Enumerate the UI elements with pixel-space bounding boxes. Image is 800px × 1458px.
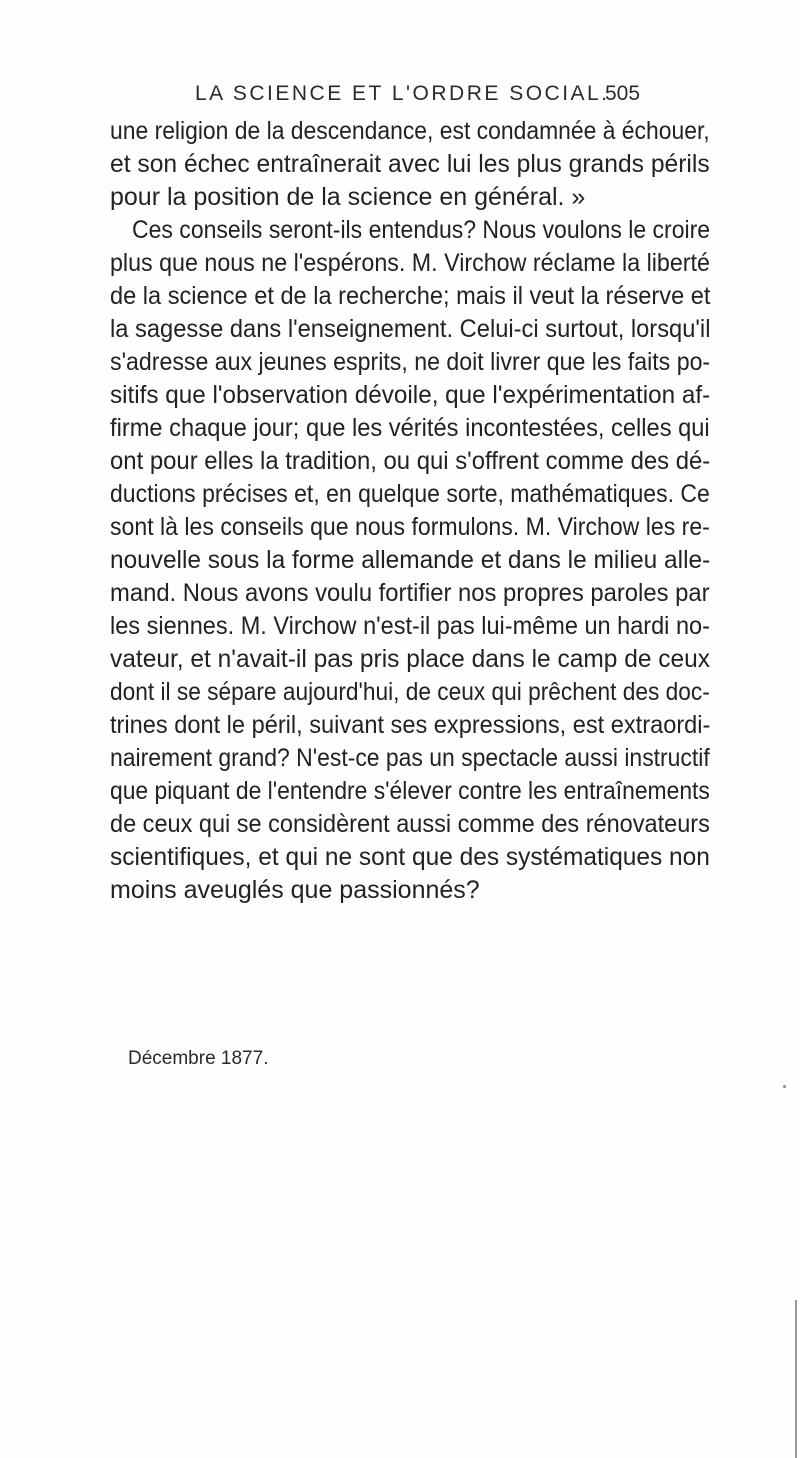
text-line: trines dont le péril, suivant ses expressions, est extraordi- [110, 711, 711, 739]
text-line: vateur, et n'avait-il pas pris place dans le camp de ceux [110, 645, 711, 673]
text-line: une religion de la descendance, est condamnée à échouer, [110, 117, 710, 145]
text-line: sont là les conseils que nous formulons. M. Virchow les re- [110, 513, 710, 541]
text-line: sitifs que l'observation dévoile, que l'expérimentation af- [110, 381, 711, 409]
text-line: dont il se sépare aujourd'hui, de ceux qui prêchent des doc- [110, 678, 710, 706]
ink-speck [783, 1085, 786, 1088]
text-line: scientifiques, et qui ne sont que des systématiques non [110, 843, 710, 871]
dateline: Décembre 1877. [128, 1048, 269, 1069]
text-line: et son échec entraînerait avec lui les plus grands périls [110, 150, 710, 178]
text-line: mand. Nous avons voulu fortifier nos propres paroles par [110, 579, 710, 607]
text-line: de ceux qui se considèrent aussi comme des rénovateurs [110, 810, 710, 838]
text-line: firme chaque jour; que les vérités incontestées, celles qui [110, 414, 710, 442]
text-line: ductions précises et, en quelque sorte, mathématiques. Ce [110, 480, 710, 508]
text-line: pour la position de la science en général. » [110, 183, 586, 211]
text-line: les siennes. M. Virchow n'est-il pas lui-même un hardi no- [110, 612, 710, 640]
text-line: la sagesse dans l'enseignement. Celui-ci surtout, lorsqu'il [110, 315, 711, 343]
text-line: nairement grand? N'est-ce pas un spectacle aussi instructif [110, 744, 710, 772]
running-head: LA SCIENCE ET L'ORDRE SOCIAL. [195, 82, 610, 105]
page-edge-shadow [795, 1300, 797, 1458]
text-line: nouvelle sous la forme allemande et dans le milieu alle- [110, 546, 711, 574]
text-line: que piquant de l'entendre s'élever contre les entraînements [110, 777, 710, 805]
text-line: ont pour elles la tradition, ou qui s'offrent comme des dé- [110, 447, 711, 475]
text-line: plus que nous ne l'espérons. M. Virchow réclame la liberté [110, 249, 710, 277]
text-line: de la science et de la recherche; mais il veut la réserve et [110, 282, 711, 310]
page-number: 505 [605, 82, 641, 105]
text-line: Ces conseils seront-ils entendus? Nous voulons le croire [132, 216, 711, 244]
text-line: moins aveuglés que passionnés? [110, 876, 480, 904]
text-line: s'adresse aux jeunes esprits, ne doit livrer que les faits po- [110, 348, 711, 376]
